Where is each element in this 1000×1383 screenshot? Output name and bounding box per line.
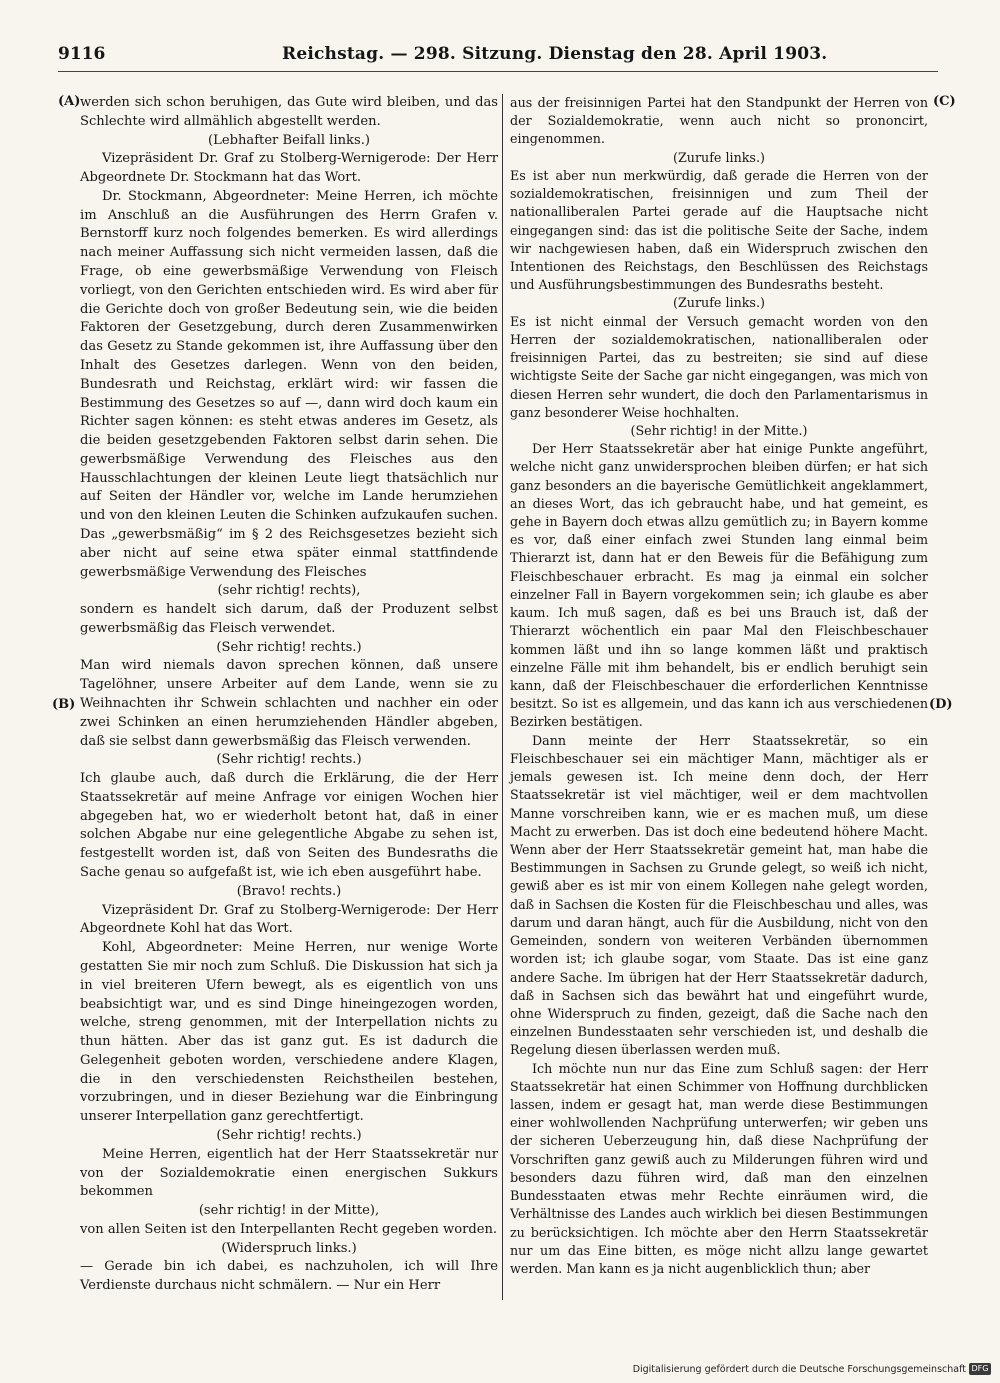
interjection: (sehr richtig! in der Mitte), (198, 1203, 380, 1219)
paragraph: werden sich schon beruhigen, das Gute wird bleiben, und das Schlechte wird allmählich abgestellt werden. (80, 95, 498, 129)
interjection: (sehr richtig! rechts), (217, 583, 361, 599)
interjection: (Sehr richtig! in der Mitte.) (630, 422, 808, 438)
page-number: 9116 (58, 44, 106, 64)
speech-paragraph: Kohl, Abgeordneter: Meine Herren, nur wenige Worte gestatten Sie mir noch zum Schluß. Die Diskussion hat sich ja in viel breiteren Ufern bewegt, als es eigentlich von uns beabsichtigt war, und es sind Dinge hineingezogen worden, welche, streng genommen, mit der Interpellation nichts zu thun hätten. Aber das ist ganz gut. Es ist dadurch die Gelegenheit geboten worden, verschiedene andere Klagen, die in den verschiedensten Reichstheilen bestehen, vorzubringen, und in dieser Beziehung war die Einbringung unserer Interpellation ganz gerechtfertigt. (80, 940, 498, 1125)
margin-mark-d: (D) (929, 697, 953, 712)
paragraph: sondern es handelt sich darum, daß der Produzent selbst gewerbsmäßig das Fleisch verwendet. (80, 602, 498, 636)
running-title: Reichstag. — 298. Sitzung. Dienstag den 28. April 1903. (282, 44, 828, 64)
paragraph: Es ist aber nun merkwürdig, daß gerade die Herren von der sozialdemokratischen, freisinnigen und zum Theil der nationalliberalen Partei gerade auf die Hauptsache nicht eingegangen sind: das ist die politische Seite der Sache, indem wir nachgewiesen haben, daß ein Widerspruch zwischen den Intentionen des Reichstags, den Beschlüssen des Reichstags und Ausführungsbestimmungen des Bundesraths besteht. (510, 167, 928, 293)
paragraph: Meine Herren, eigentlich hat der Herr Staatssekretär nur von der Sozialdemokratie einen energischen Sukkurs bekommen (80, 1146, 498, 1200)
paragraph: Dann meinte der Herr Staatssekretär, so ein Fleischbeschauer sei ein mächtiger Mann, mächtiger als er jemals gewesen ist. Ich meine denn doch, der Herr Staatssekretär ist viel mächtiger, weil er dem machtvollen Manne vorschreiben kann, wie er es machen muß, um diese Macht zu erwerben. Das ist doch eine bedeutend höhere Macht. Wenn aber der Herr Staatssekretär gemeint hat, man habe die Bestimmungen in Sachsen zu Grunde gelegt, so weiß ich nicht, gewiß aber es ist mir von einem Kollegen nahe gelegt worden, daß in Sachsen die Kosten für die Fleischbeschau und alles, was darum und daran hängt, auch für die Ausbildung, nicht von den Gemeinden, sondern von weiteren Verbänden übernommen worden ist; ich glaube sogar, vom Staate. Das ist eine ganz andere Sache. Im übrigen hat der Herr Staatssekretär dadurch, daß in Sachsen sich das bewährt hat und eingeführt wurde, ohne Widerspruch zu finden, gezeigt, daß die Sache nach den einzelnen Bundesstaaten sehr verschieden ist, und deshalb die Regelung diesen überlassen werden muß. (510, 732, 928, 1058)
right-column (510, 94, 928, 1278)
interjection: (Sehr richtig! rechts.) (216, 752, 362, 768)
speech-paragraph: Dr. Stockmann, Abgeordneter: Meine Herren, ich möchte im Anschluß an die Ausführungen des Herrn Grafen v. Bernstorff kurz noch folgendes bemerken. Es wird allerdings nach meiner Auffassung sich nicht vermeiden lassen, daß die Frage, ob eine gewerbsmäßige Verwendung von Fleisch vorliegt, von den Gerichten entschieden wird. Es wird aber für die Gerichte doch von großer Bedeutung sein, wie die beiden Faktoren der Gesetzgebung, durch deren Zusammenwirken das Gesetz zu Stande gekommen ist, ihre Auffassung über den Inhalt des Gesetzes darlegen. Wenn von den beiden, Bundesrath und Reichstag, erklärt wird: wir fassen die Bestimmung des Gesetzes so auf —, dann wird doch kaum ein Richter sagen können: es steht etwas anderes im Gesetz, als die beiden gesetzgebenden Faktoren selbst darin sehen. Die gewerbsmäßige Verwendung des Fleisches aus den Hausschlachtungen der kleinen Leute liegt thatsächlich nur auf Seiten der Händler vor, welche im Lande herumziehen und von den kleinen Leuten die Schinken aufzukaufen suchen. Das „gewerbsmäßig“ im § 2 des Reichsgesetzes bezieht sich aber nicht auf seine etwa später einmal stattfindende gewerbsmäßige Verwendung des Fleisches (80, 188, 498, 580)
paragraph: Der Herr Staatssekretär aber hat einige Punkte angeführt, welche nicht ganz unwidersprochen bleiben dürfen; er hat sich ganz besonders an die bayerische Gemütlichkeit angeklammert, an dieses Wort, das ich gebraucht habe, und hat gemeint, es gehe in Bayern doch etwas allzu gemütlich zu; in Bayern komme es vor, daß einer einfach zwei Stunden lang einmal beim Thierarzt ist, dann hat er den Beweis für die Befähigung zum Fleischbeschauer erbracht. Es mag ja einmal ein solcher einzelner Fall in Bayern vorgekommen sein; ich glaube es aber kaum. Ich muß sagen, daß es bei uns Brauch ist, daß der Thierarzt wöchentlich ein paar Mal den Fleischbeschauer kommen läßt und ihn so lange kommen läßt und praktisch einzelne Fälle mit ihm behandelt, bis er endlich beruhigt sein kann, daß der Fleischbeschauer die erforderlichen Kenntnisse besitzt. So ist es allgemein, und das kann ich aus verschiedenen Bezirken bestätigen. (510, 441, 928, 730)
interjection: (Bravo! rechts.) (236, 883, 342, 899)
left-column (80, 94, 498, 1296)
margin-mark-c: (C) (933, 94, 956, 109)
digitization-credit: Digitalisierung gefördert durch die Deutsche Forschungsgemeinschaft (632, 1364, 966, 1375)
interjection: (Zurufe links.) (673, 295, 765, 311)
paragraph: Es ist nicht einmal der Versuch gemacht worden von den Herren der sozialdemokratischen, nationalliberalen oder freisinnigen Partei, das zu bestreiten; sie sind auf diese wichtigste Seite der Sache gar nicht eingegangen, was mich von diesen Herren sehr wundert, die doch den Parlamentarismus in ganz besonderer Weise hochhalten. (510, 313, 928, 420)
interjection: (Sehr richtig! rechts.) (216, 639, 362, 655)
paragraph: Ich möchte nun nur das Eine zum Schluß sagen: der Herr Staatssekretär hat einen Schimmer von Hoffnung durchblicken lassen, indem er gesagt hat, man werde diese Bestimmungen einer wohlwollenden Nachprüfung unterwerfen; wir geben uns der sicheren Ueberzeugung hin, daß diese Nachprüfung der Vorschriften ganz gewiß auch zu Milderungen führen wird und besonders dazu führen wird, daß man den einzelnen Bundesstaaten etwas mehr Rechte einräumen wird, die Verhältnisse des Landes auch wirklich bei diesen Bestimmungen zu berücksichtigen. Ich möchte aber den Herrn Staatssekretär nur um das Eine bitten, es möge nicht allzu lange gewartet werden. Man kann es ja nicht augenblicklich thun; aber (510, 1060, 928, 1276)
interjection: (Lebhafter Beifall links.) (208, 132, 370, 148)
header-rule (58, 71, 938, 72)
interjection: (Zurufe links.) (673, 149, 765, 165)
page-header (58, 44, 928, 68)
paragraph: von allen Seiten ist den Interpellanten Recht gegeben worden. (80, 1221, 498, 1237)
interjection: (Widerspruch links.) (221, 1240, 357, 1256)
speaker-paragraph: Vizepräsident Dr. Graf zu Stolberg-Wernigerode: Der Herr Abgeordnete Kohl hat das Wort. (80, 902, 498, 937)
speaker-paragraph: Vizepräsident Dr. Graf zu Stolberg-Wernigerode: Der Herr Abgeordnete Dr. Stockmann hat das Wort. (80, 151, 498, 186)
margin-mark-a: (A) (58, 94, 81, 109)
paragraph: — Gerade bin ich dabei, es nachzuholen, ich will Ihre Verdienste durchaus nicht schmälern. — Nur ein Herr (80, 1259, 498, 1294)
dfg-logo: DFG (969, 1363, 991, 1375)
interjection: (Sehr richtig! rechts.) (216, 1127, 362, 1143)
column-divider (502, 94, 503, 1300)
paragraph: aus der freisinnigen Partei hat den Standpunkt der Herren von der Sozialdemokratie, wenn auch nicht so prononcirt, eingenommen. (510, 95, 928, 147)
paragraph: Man wird niemals davon sprechen können, daß unsere Tagelöhner, unsere Arbeiter auf dem Lande, wenn sie zu Weihnachten ihr Schwein schlachten und nachher ein oder zwei Schinken an einen herumziehenden Händler abgeben, daß sie selbst dann gewerbsmäßig das Fleisch verwenden. (80, 658, 498, 749)
paragraph: Ich glaube auch, daß durch die Erklärung, die der Herr Staatssekretär auf meine Anfrage vor einigen Wochen hier abgegeben hat, wo er wiederholt betont hat, daß in einer solchen Abgabe nur eine gelegentliche Abgabe zu sehen ist, festgestellt worden ist, daß von Seiten des Bundesraths die Sache genau so aufgefaßt ist, wie ich eben ausgeführt habe. (80, 771, 498, 881)
margin-mark-b: (B) (52, 697, 76, 712)
